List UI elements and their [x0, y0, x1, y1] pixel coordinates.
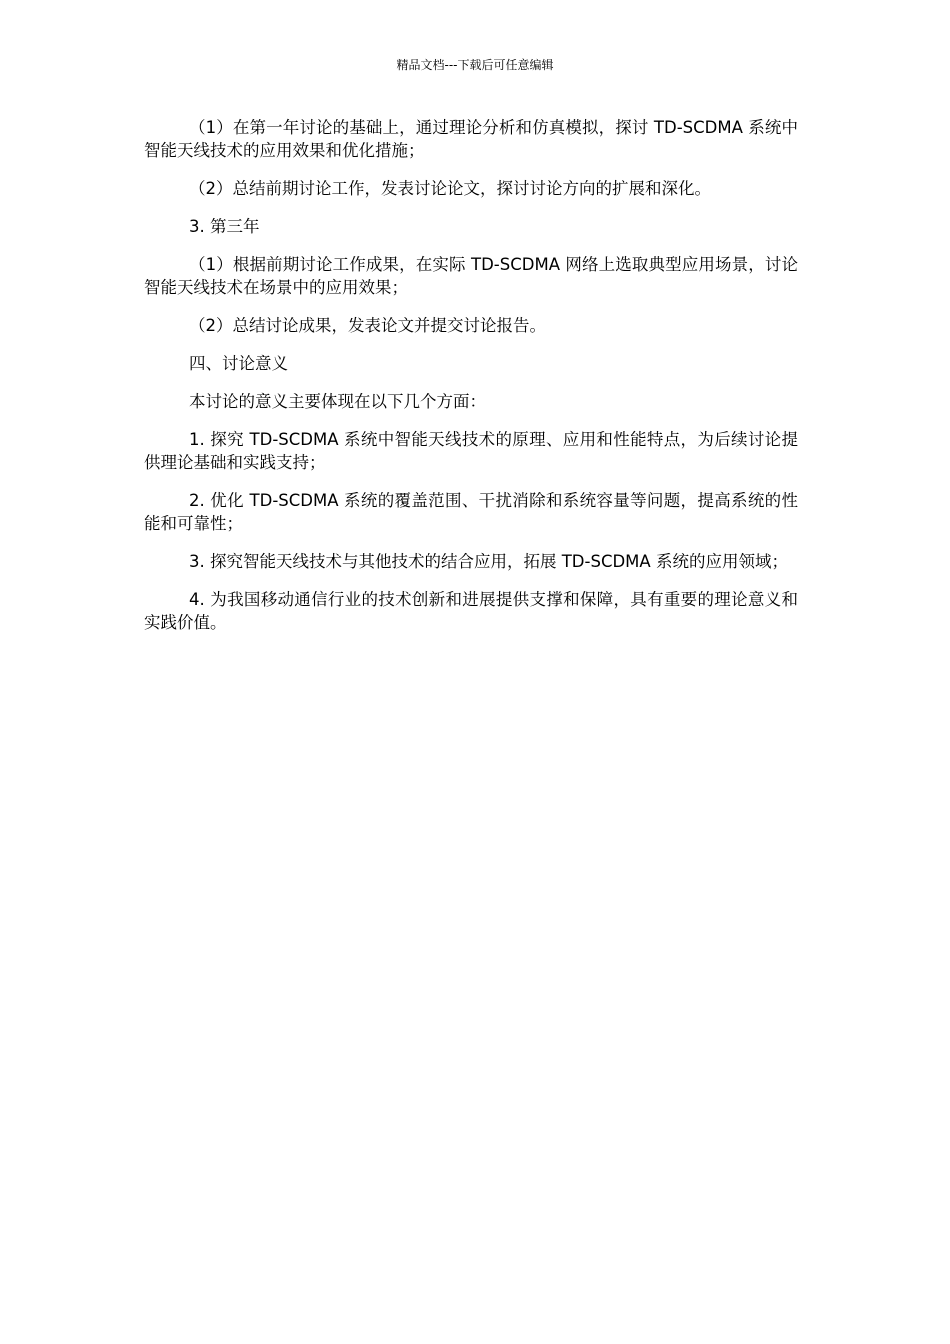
paragraph-4: （1）根据前期讨论工作成果，在实际 TD-SCDMA 网络上选取典型应用场景，讨论智能天线技术在场景中的应用效果；	[144, 255, 798, 297]
page-header: 精品文档---下载后可任意编辑	[396, 58, 554, 72]
document-body	[144, 116, 798, 649]
paragraph-5: （2）总结讨论成果，发表论文并提交讨论报告。	[189, 316, 546, 335]
paragraph-1: （1）在第一年讨论的基础上，通过理论分析和仿真模拟，探讨 TD-SCDMA 系统中智能天线技术的应用效果和优化措施；	[144, 118, 798, 160]
paragraph-7: 本讨论的意义主要体现在以下几个方面：	[189, 392, 486, 411]
list-item-2: 2. 优化 TD-SCDMA 系统的覆盖范围、干扰消除和系统容量等问题，提高系统的性能和可靠性；	[144, 491, 798, 533]
paragraph-2: （2）总结前期讨论工作，发表讨论论文，探讨讨论方向的扩展和深化。	[189, 179, 711, 198]
paragraph-3-heading: 3. 第三年	[189, 217, 260, 236]
list-item-3: 3. 探究智能天线技术与其他技术的结合应用，拓展 TD-SCDMA 系统的应用领域；	[189, 552, 788, 571]
section-heading-significance: 四、讨论意义	[189, 354, 288, 373]
list-item-1: 1. 探究 TD-SCDMA 系统中智能天线技术的原理、应用和性能特点，为后续讨论提供理论基础和实践支持；	[144, 430, 798, 472]
list-item-4: 4. 为我国移动通信行业的技术创新和进展提供支撑和保障，具有重要的理论意义和实践价值。	[144, 590, 798, 632]
